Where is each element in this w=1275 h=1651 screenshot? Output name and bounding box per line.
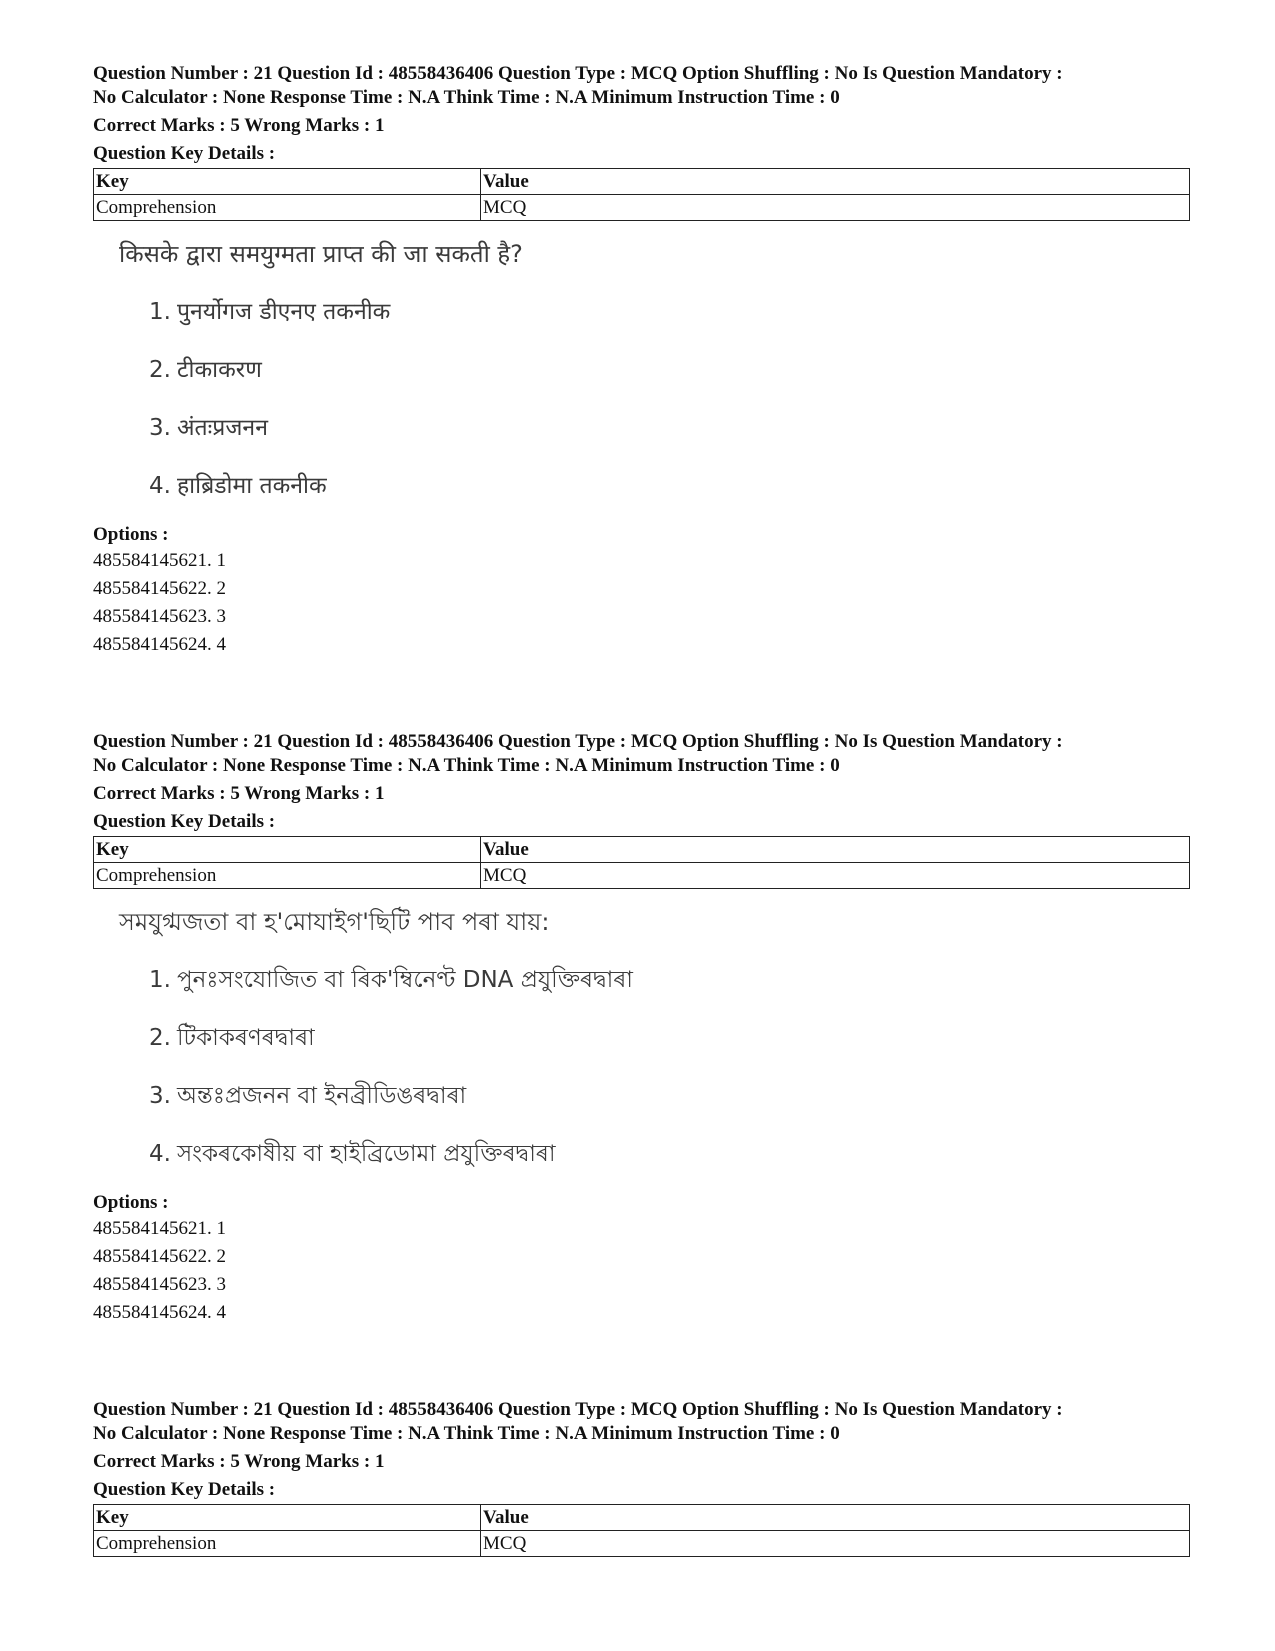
key-details-label: Question Key Details : [93, 811, 276, 832]
value-header-cell: Value [481, 169, 1190, 195]
question-meta-line-2: No Calculator : None Response Time : N.A Think Time : N.A Minimum Instruction Time : 0 [93, 1423, 840, 1444]
key-table-row [94, 195, 1190, 221]
question-image [119, 907, 1183, 1169]
marks-line: Correct Marks : 5 Wrong Marks : 1 [93, 783, 385, 804]
statement-item [149, 297, 1183, 327]
key-table-header-row [94, 1505, 1190, 1531]
option-line: 485584145624. 4 [93, 1302, 226, 1323]
statement-item [149, 1023, 1183, 1053]
statement-text: অন্তঃপ্ৰজনন বা ইনব্ৰীডিঙৰদ্বাৰা [176, 1083, 467, 1109]
key-cell: Comprehension [94, 863, 481, 889]
statement-number: 3. [149, 1083, 171, 1109]
key-table-row [94, 863, 1190, 889]
statement-item [149, 1139, 1183, 1169]
option-line: 485584145623. 3 [93, 606, 226, 627]
value-cell: MCQ [481, 1531, 1190, 1557]
option-line: 485584145622. 2 [93, 578, 226, 599]
question-text: সমযুগ্মজতা বা হ'মোযাইগ'ছিটি পাব পৰা যায়: [119, 908, 550, 936]
key-details-table [93, 836, 1190, 889]
statement-text: अंतःप्रजनन [176, 415, 268, 441]
question-meta-line-2: No Calculator : None Response Time : N.A Think Time : N.A Minimum Instruction Time : 0 [93, 755, 840, 776]
statement-item [149, 471, 1183, 501]
marks-line: Correct Marks : 5 Wrong Marks : 1 [93, 1451, 385, 1472]
key-table-header-row [94, 837, 1190, 863]
key-details-table [93, 168, 1190, 221]
question-text: किसके द्वारा समयुग्मता प्राप्त की जा सकती है? [119, 240, 523, 268]
option-line: 485584145623. 3 [93, 1274, 226, 1295]
question-block-2 [93, 730, 1183, 1327]
question-block-1 [93, 62, 1183, 659]
statement-item [149, 965, 1183, 995]
statement-number: 2. [149, 357, 171, 383]
question-meta-line-1: Question Number : 21 Question Id : 48558436406 Question Type : MCQ Option Shuffling : No Is Question Mandatory : [93, 731, 1063, 752]
statement-number: 2. [149, 1025, 171, 1051]
key-header-cell: Key [94, 1505, 481, 1531]
key-cell: Comprehension [94, 195, 481, 221]
statement-text: हाब्रिडोमा तकनीक [176, 473, 327, 499]
key-details-label: Question Key Details : [93, 1479, 276, 1500]
question-image [119, 239, 1183, 501]
statement-item [149, 413, 1183, 443]
statement-number: 4. [149, 473, 171, 499]
statement-text: টিকাকৰণৰদ্বাৰা [176, 1025, 315, 1051]
option-line: 485584145621. 1 [93, 1218, 226, 1239]
value-header-cell: Value [481, 837, 1190, 863]
statement-item [149, 355, 1183, 385]
question-meta-line-1: Question Number : 21 Question Id : 48558436406 Question Type : MCQ Option Shuffling : No Is Question Mandatory : [93, 1399, 1063, 1420]
options-label: Options : [93, 524, 169, 545]
key-details-label: Question Key Details : [93, 143, 276, 164]
statement-text: पुनर्योगज डीएनए तकनीक [176, 299, 391, 325]
statement-number: 3. [149, 415, 171, 441]
key-table-header-row [94, 169, 1190, 195]
statement-text: সংকৰকোষীয় বা হাইব্ৰিডোমা প্ৰযুক্তিৰদ্বাৰা [176, 1141, 556, 1167]
question-meta-line-2: No Calculator : None Response Time : N.A Think Time : N.A Minimum Instruction Time : 0 [93, 87, 840, 108]
option-line: 485584145621. 1 [93, 550, 226, 571]
question-meta-line-1: Question Number : 21 Question Id : 48558436406 Question Type : MCQ Option Shuffling : No Is Question Mandatory : [93, 63, 1063, 84]
statement-number: 4. [149, 1141, 171, 1167]
key-header-cell: Key [94, 837, 481, 863]
key-cell: Comprehension [94, 1531, 481, 1557]
statement-item [149, 1081, 1183, 1111]
statement-text: পুনঃসংযোজিত বা ৰিক'ম্বিনেণ্ট DNA প্ৰযুক্তিৰদ্বাৰা [176, 967, 633, 993]
key-details-table [93, 1504, 1190, 1557]
key-table-row [94, 1531, 1190, 1557]
option-line: 485584145622. 2 [93, 1246, 226, 1267]
value-cell: MCQ [481, 863, 1190, 889]
key-header-cell: Key [94, 169, 481, 195]
statement-number: 1. [149, 299, 171, 325]
statement-number: 1. [149, 967, 171, 993]
option-line: 485584145624. 4 [93, 634, 226, 655]
value-cell: MCQ [481, 195, 1190, 221]
marks-line: Correct Marks : 5 Wrong Marks : 1 [93, 115, 385, 136]
options-label: Options : [93, 1192, 169, 1213]
value-header-cell: Value [481, 1505, 1190, 1531]
statement-text: टीकाकरण [176, 357, 262, 383]
question-block-3 [93, 1398, 1183, 1557]
